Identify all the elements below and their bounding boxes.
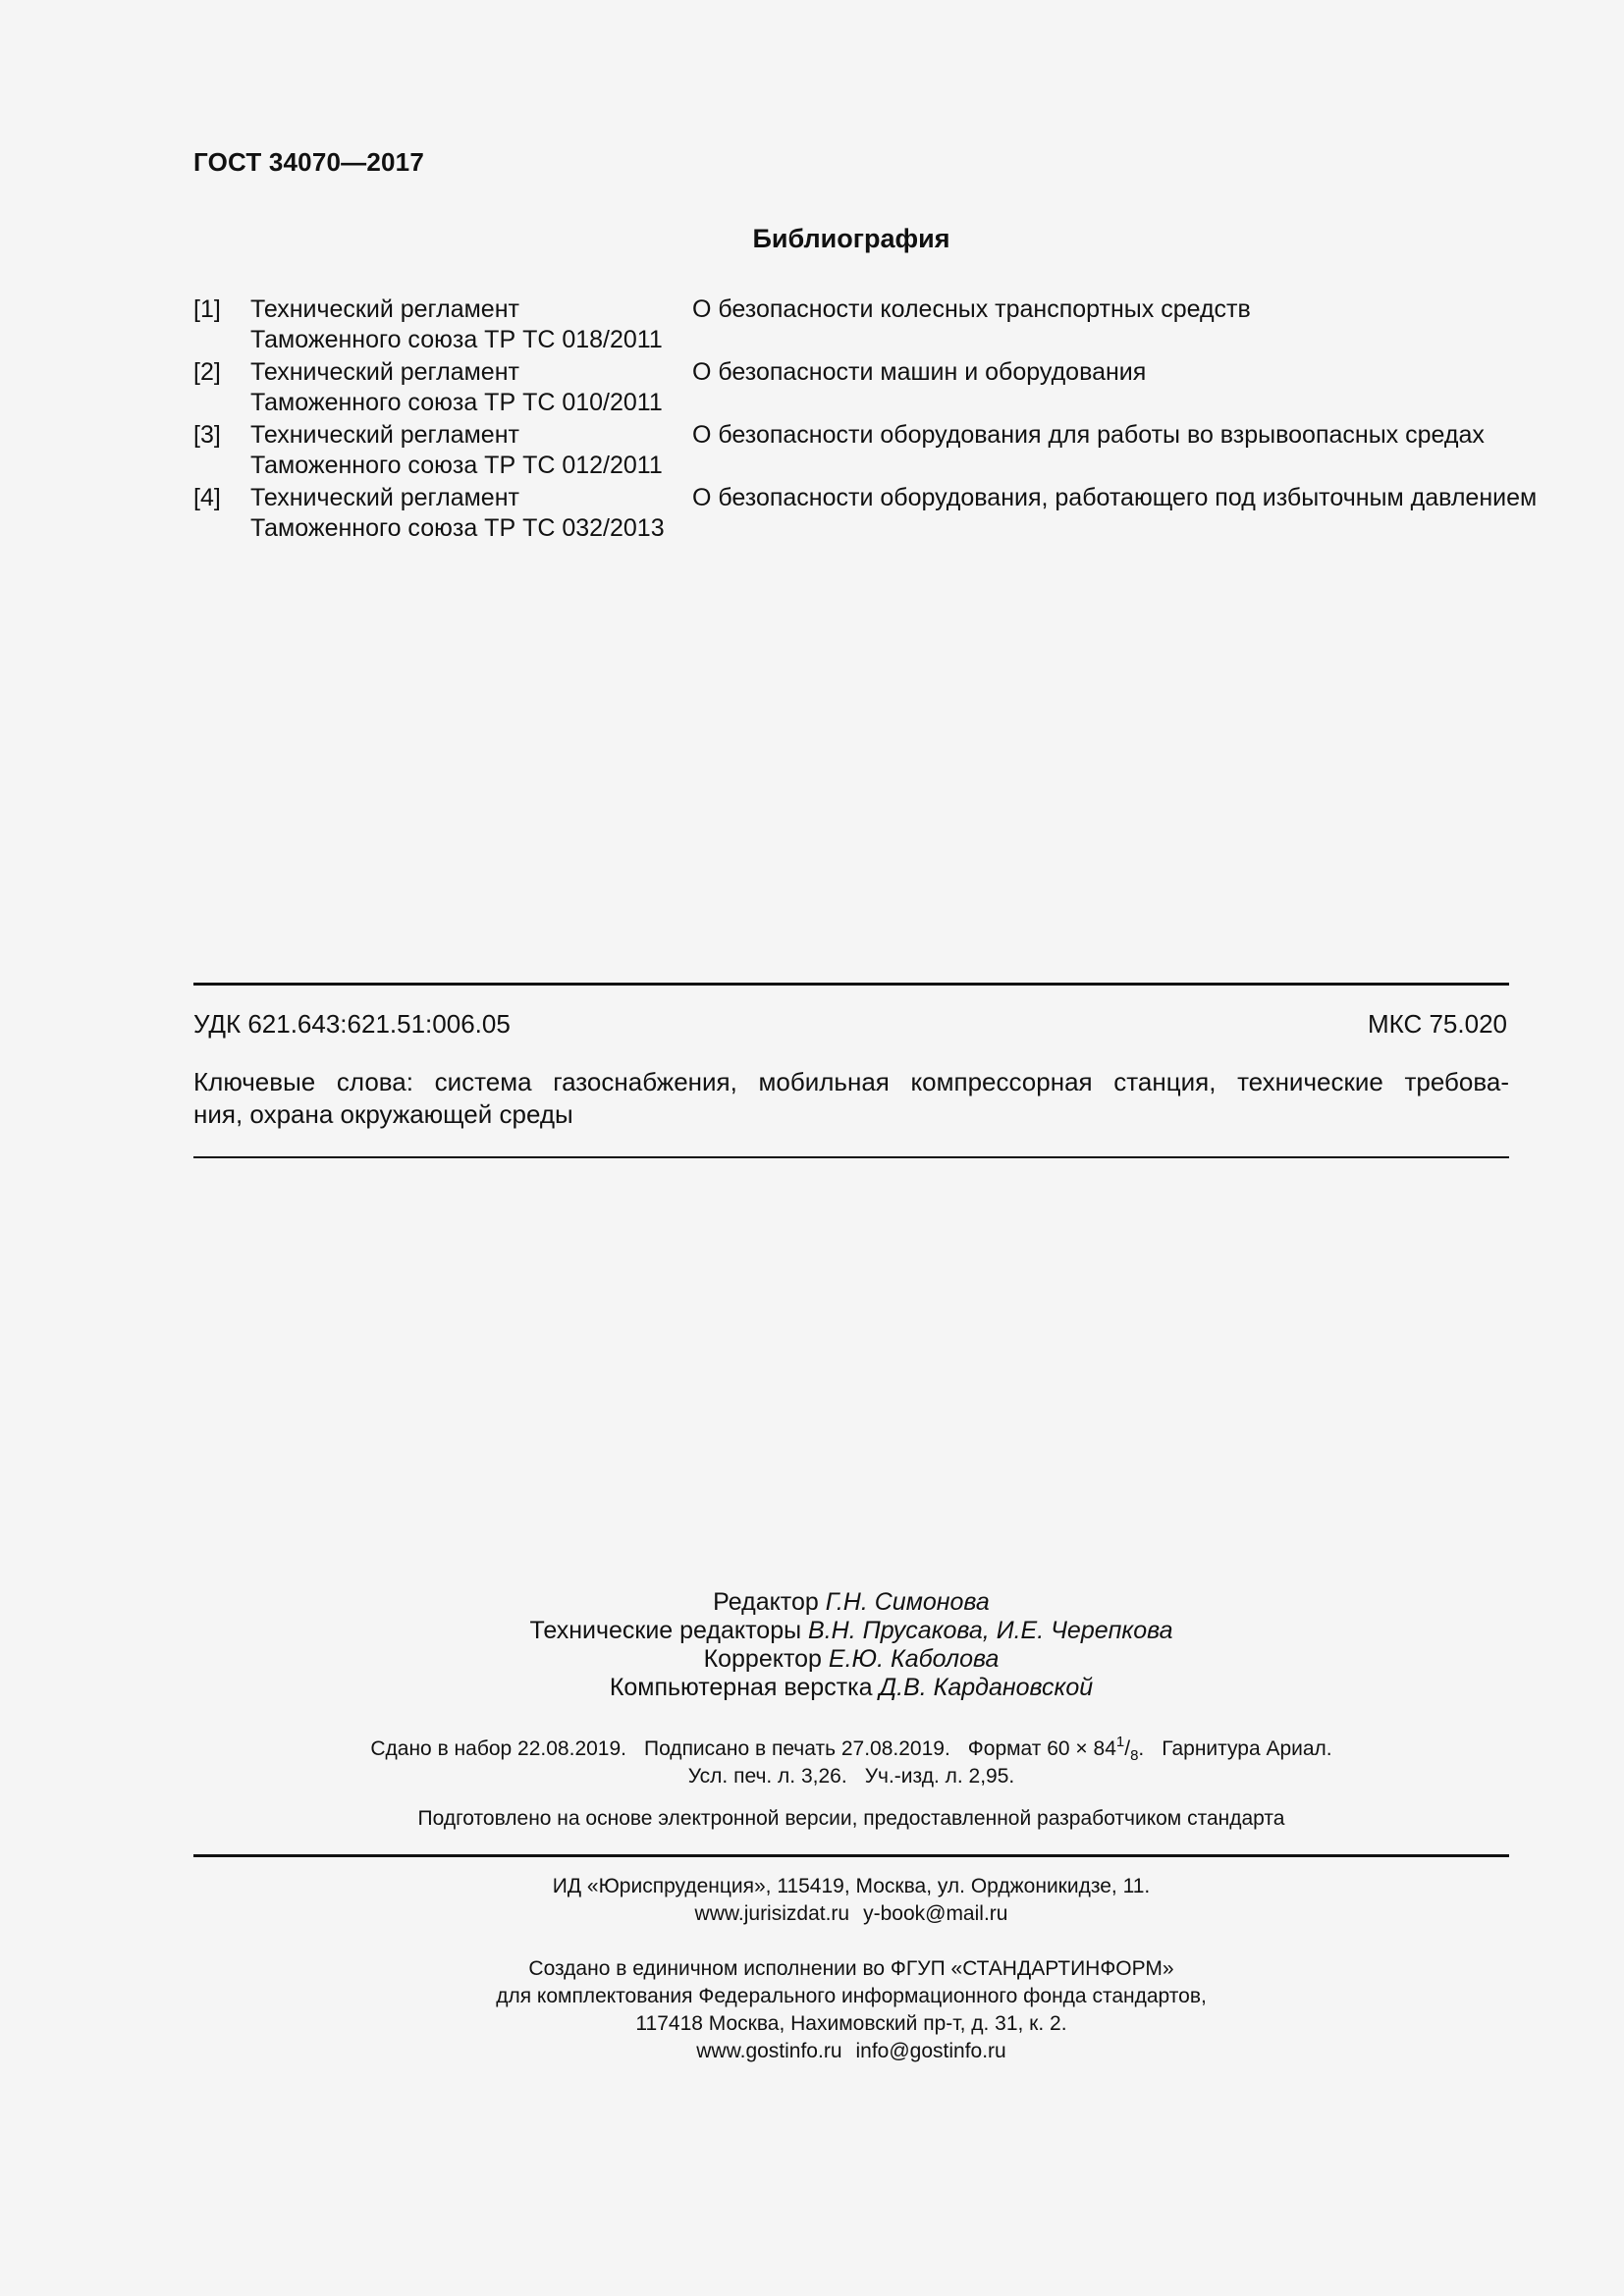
publisher-contacts <box>193 1900 1509 1928</box>
entry-document-line: Таможенного союза ТР ТС 010/2011 <box>250 389 663 416</box>
gostinfo-email-link[interactable]: info@gostinfo.ru <box>855 2040 1006 2062</box>
divider-bottom <box>193 1854 1509 1857</box>
bibliography-entry <box>193 294 1509 355</box>
prepared-note: Подготовлено на основе электронной версии, предоставленной разработчиком стандарта <box>417 1807 1285 1830</box>
credit-name: В.Н. Прусакова, И.Е. Черепкова <box>808 1617 1173 1644</box>
font-info: Гарнитура Ариал. <box>1162 1737 1332 1760</box>
entry-document-line: Технический регламент <box>250 484 519 511</box>
publisher-email-link[interactable]: y-book@mail.ru <box>863 1902 1008 1925</box>
entry-document-line: Технический регламент <box>250 295 519 323</box>
print-sheets: Усл. печ. л. 3,26. <box>687 1765 847 1788</box>
entry-document <box>250 357 692 418</box>
format-denominator: 8 <box>1130 1747 1139 1764</box>
entry-document <box>250 483 692 544</box>
entry-number: [1] <box>193 295 221 323</box>
print-info-line <box>193 1735 1509 1763</box>
credit-layout <box>193 1674 1509 1702</box>
gostinfo-site-link[interactable]: www.gostinfo.ru <box>696 2040 842 2062</box>
signed-date: Подписано в печать 27.08.2019. <box>644 1737 950 1760</box>
entry-document-line: Технический регламент <box>250 421 519 449</box>
created-line: 117418 Москва, Нахимовский пр-т, д. 31, к. 2. <box>635 2012 1067 2035</box>
publisher-address: ИД «Юриспруденция», 115419, Москва, ул. Орджоникидзе, 11. <box>552 1875 1151 1897</box>
bibliography-entry <box>193 357 1509 418</box>
entry-number: [2] <box>193 358 221 386</box>
divider-keywords <box>193 1156 1509 1158</box>
entry-document-line: Таможенного союза ТР ТС 032/2013 <box>250 514 665 542</box>
mks-code: МКС 75.020 <box>1367 1009 1507 1039</box>
credit-name: Е.Ю. Каболова <box>828 1645 1000 1673</box>
udk-code: УДК 621.643:621.51:006.05 <box>193 1009 511 1039</box>
credit-label: Компьютерная верстка <box>609 1674 873 1701</box>
bibliography-list <box>193 294 1538 546</box>
entry-number: [4] <box>193 484 221 511</box>
format-prefix: Формат 60 × 84 <box>967 1737 1116 1760</box>
keywords-line: ния, охрана окружающей среды <box>193 1099 573 1129</box>
credit-label: Технические редакторы <box>529 1617 802 1644</box>
credit-label: Корректор <box>703 1645 822 1673</box>
credit-corrector <box>193 1645 1509 1674</box>
created-line: для комплектования Федерального информационного фонда стандартов, <box>496 1985 1207 2007</box>
divider-top <box>193 983 1509 986</box>
entry-document-line: Технический регламент <box>250 358 519 386</box>
created-info <box>193 1955 1509 2065</box>
created-line: Создано в единичном исполнении во ФГУП «СТАНДАРТИНФОРМ» <box>528 1957 1174 1980</box>
format: Формат $60 \times 84^1/_8$. <box>967 1734 1145 1764</box>
entry-title: О безопасности колесных транспортных средств <box>692 295 1251 323</box>
keywords <box>193 1066 1509 1131</box>
entry-document-line: Таможенного союза ТР ТС 018/2011 <box>250 326 663 353</box>
credit-name: Д.В. Кардановской <box>879 1674 1094 1701</box>
entry-document <box>250 294 692 355</box>
print-info <box>193 1735 1509 1790</box>
created-contacts <box>193 2038 1509 2065</box>
keywords-line: Ключевые слова: система газоснабжения, мобильная компрессорная станция, технические требова- <box>193 1067 1509 1096</box>
format-suffix: . <box>1138 1737 1145 1760</box>
bibliography-title: Библиография <box>752 224 950 253</box>
credit-tech-editors <box>193 1617 1509 1645</box>
publisher-site-link[interactable]: www.jurisizdat.ru <box>694 1902 850 1925</box>
credit-editor <box>193 1588 1509 1617</box>
print-info-line <box>193 1763 1509 1790</box>
edition-sheets: Уч.-изд. л. 2,95. <box>864 1765 1015 1788</box>
entry-document <box>250 420 692 481</box>
credits <box>193 1588 1509 1702</box>
entry-title: О безопасности оборудования для работы во взрывоопасных средах <box>692 421 1485 449</box>
format-numerator: 1 <box>1115 1734 1125 1750</box>
publisher-info <box>193 1873 1509 1928</box>
bibliography-entry <box>193 483 1538 544</box>
bibliography-entry <box>193 420 1509 481</box>
entry-title: О безопасности оборудования, работающего под избыточным давлением <box>692 484 1538 511</box>
submitted-date: Сдано в набор 22.08.2019. <box>370 1737 626 1760</box>
credit-label: Редактор <box>713 1588 819 1616</box>
entry-document-line: Таможенного союза ТР ТС 012/2011 <box>250 452 663 479</box>
credit-name: Г.Н. Симонова <box>825 1588 990 1616</box>
entry-title: О безопасности машин и оборудования <box>692 358 1147 386</box>
entry-number: [3] <box>193 421 221 449</box>
document-header: ГОСТ 34070—2017 <box>193 147 424 177</box>
